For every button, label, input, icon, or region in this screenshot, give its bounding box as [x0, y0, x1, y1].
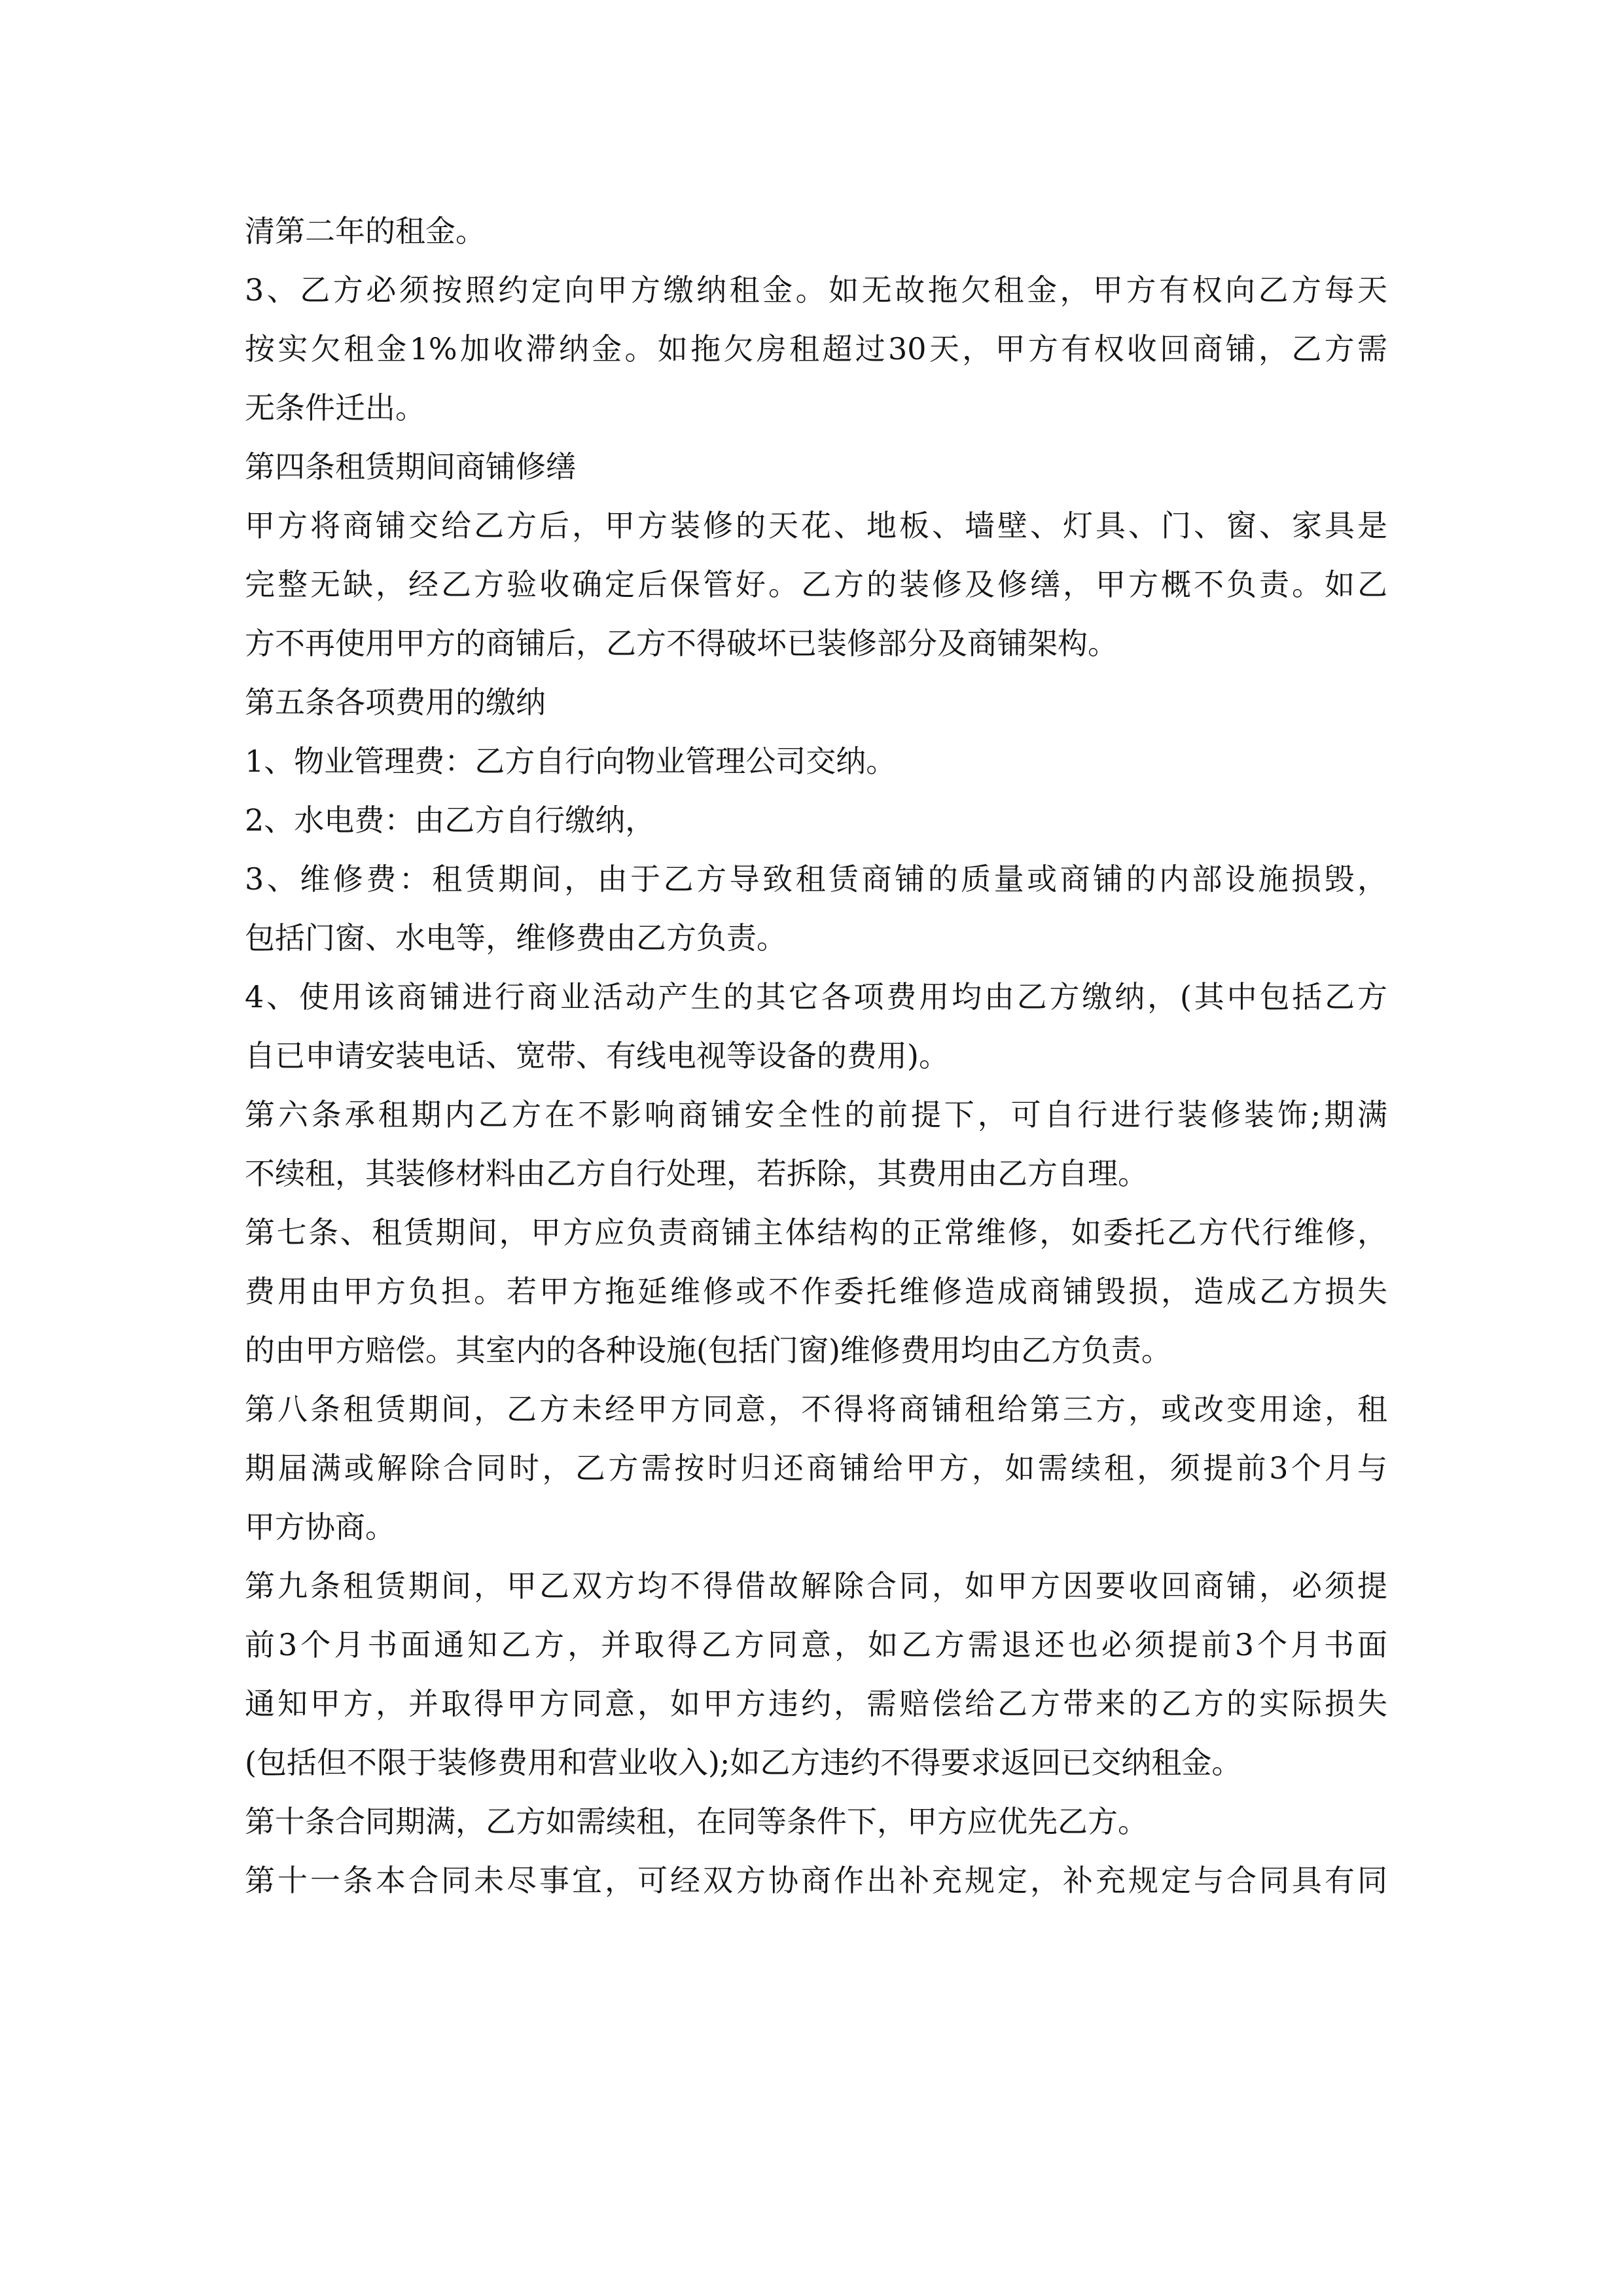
text-line: 甲方将商铺交给乙方后，甲方装修的天花、地板、墙壁、灯具、门、窗、家具是 — [245, 508, 1387, 543]
text-line: 第六条承租期内乙方在不影响商铺安全性的前提下，可自行进行装修装饰;期满 — [245, 1097, 1387, 1132]
text-line: 通知甲方，并取得甲方同意，如甲方违约，需赔偿给乙方带来的乙方的实际损失 — [245, 1686, 1387, 1721]
text-line: 不续租，其装修材料由乙方自行处理，若拆除，其费用由乙方自理。 — [245, 1156, 1148, 1191]
text-line: 无条件迁出。 — [245, 390, 425, 425]
text-line: 第五条各项费用的缴纳 — [245, 685, 546, 720]
text-line: 期届满或解除合同时，乙方需按时归还商铺给甲方，如需续租，须提前3个月与 — [245, 1450, 1387, 1486]
text-line: 4、使用该商铺进行商业活动产生的其它各项费用均由乙方缴纳，(其中包括乙方 — [245, 979, 1387, 1014]
text-line: 按实欠租金1%加收滞纳金。如拖欠房租超过30天，甲方有权收回商铺，乙方需 — [245, 331, 1387, 367]
text-line: 包括门窗、水电等，维修费由乙方负责。 — [245, 920, 787, 956]
text-line: 前3个月书面通知乙方，并取得乙方同意，如乙方需退还也必须提前3个月书面 — [245, 1627, 1387, 1662]
text-line: 2、水电费：由乙方自行缴纳， — [245, 802, 656, 838]
text-line: 3、乙方必须按照约定向甲方缴纳租金。如无故拖欠租金，甲方有权向乙方每天 — [245, 272, 1387, 308]
text-line: 自已申请安装电话、宽带、有线电视等设备的费用)。 — [245, 1038, 949, 1073]
document-body — [245, 202, 1387, 1910]
text-line: 第七条、租赁期间，甲方应负责商铺主体结构的正常维修，如委托乙方代行维修， — [245, 1215, 1387, 1250]
text-line: 方不再使用甲方的商铺后，乙方不得破坏已装修部分及商铺架构。 — [245, 626, 1118, 661]
text-line: 第九条租赁期间，甲乙双方均不得借故解除合同，如甲方因要收回商铺，必须提 — [245, 1568, 1387, 1604]
text-line: 第四条租赁期间商铺修缮 — [245, 449, 576, 484]
text-line: 1、物业管理费：乙方自行向物业管理公司交纳。 — [245, 744, 897, 779]
text-line: 第八条租赁期间，乙方未经甲方同意，不得将商铺租给第三方，或改变用途，租 — [245, 1391, 1387, 1427]
text-line: (包括但不限于装修费用和营业收入);如乙方违约不得要求返回已交纳租金。 — [245, 1745, 1242, 1780]
text-line: 的由甲方赔偿。其室内的各种设施(包括门窗)维修费用均由乙方负责。 — [245, 1333, 1171, 1368]
text-line: 第十一条本合同未尽事宜，可经双方协商作出补充规定，补充规定与合同具有同 — [245, 1863, 1387, 1898]
text-line: 甲方协商。 — [245, 1509, 395, 1545]
text-line: 3、维修费：租赁期间，由于乙方导致租赁商铺的质量或商铺的内部设施损毁， — [245, 861, 1387, 897]
text-line: 完整无缺，经乙方验收确定后保管好。乙方的装修及修缮，甲方概不负责。如乙 — [245, 567, 1387, 602]
text-line: 清第二年的租金。 — [245, 213, 486, 249]
text-line: 第十条合同期满，乙方如需续租，在同等条件下，甲方应优先乙方。 — [245, 1804, 1148, 1839]
text-line: 费用由甲方负担。若甲方拖延维修或不作委托维修造成商铺毁损，造成乙方损失 — [245, 1274, 1387, 1309]
